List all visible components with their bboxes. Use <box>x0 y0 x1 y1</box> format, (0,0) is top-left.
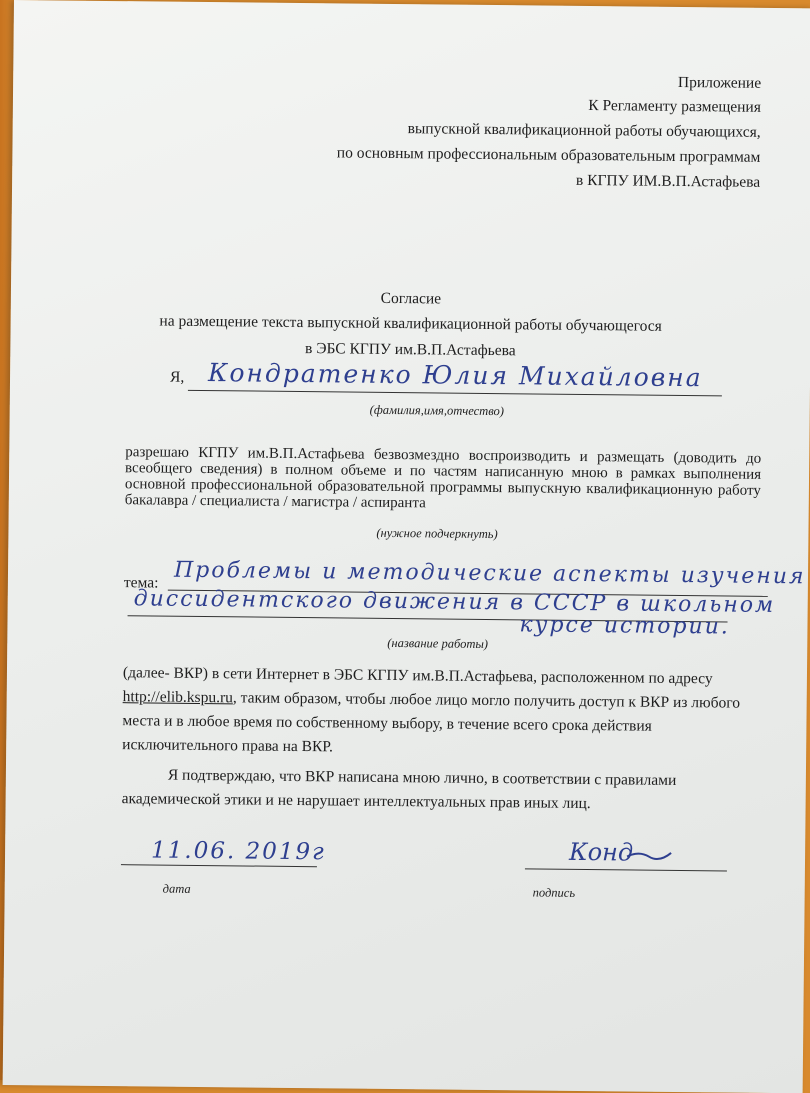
signature-underline <box>525 868 727 871</box>
topic-handwritten-line-3: курсе истории. <box>519 612 730 640</box>
permission-paragraph: разрешаю КГПУ им.В.П.Астафьева безвозмездно воспроизводить и размещать (доводить до всеобщего сведения) в полном объеме и по частям написанную мною в рамках выполнения основной профессиональной образовательной программы выпускную квалификационную работу бакалавра / специалиста / магистра / аспиранта <box>124 444 762 512</box>
appendix-line-5: в КГПУ ИМ.В.П.Астафьева <box>575 171 761 191</box>
document-subtitle: на размещение текста выпускной квалификационной работы обучающегося <box>159 312 662 335</box>
appendix-line-1: Приложение <box>677 73 762 92</box>
placement-paragraph <box>122 661 759 764</box>
appendix-line-2: К Регламенту размещения <box>588 97 762 116</box>
signature-handwritten: Конд <box>568 837 634 867</box>
topic-prefix: тема: <box>123 574 159 592</box>
document-title: Согласие <box>380 289 442 308</box>
name-handwritten: Кондратенко Юлия Михайловна <box>207 358 703 393</box>
date-handwritten: 11.06. 2019г <box>150 837 326 866</box>
placement-text-2: , таким образом, чтобы любое лицо могло получить доступ к ВКР из любого места и в любое время по собственному выбору, в течение всего срока действия исключительного права на ВКР. <box>122 689 741 756</box>
document-sheet <box>3 0 810 1093</box>
permission-caption: (нужное подчеркнуть) <box>376 525 498 542</box>
topic-handwritten-line-1: Проблемы и методические аспекты изучения <box>173 557 806 590</box>
signature-caption: подпись <box>532 885 576 900</box>
document-subtitle-2: в ЭБС КГПУ им.В.П.Астафьева <box>304 340 516 360</box>
topic-caption: (название работы) <box>387 635 489 651</box>
topic-handwritten-line-2: диссидентского движения в СССР в школьном <box>133 586 776 619</box>
placement-text-1: (далее- ВКР) в сети Интернет в ЭБС КГПУ им.В.П.Астафьева, расположенном по адресу <box>122 664 713 688</box>
elib-link[interactable]: http://elib.kspu.ru <box>122 688 234 707</box>
appendix-line-4: по основным профессиональным образовательным программам <box>336 144 761 166</box>
name-caption: (фамилия,имя,отчество) <box>369 402 504 419</box>
name-prefix: Я, <box>169 368 185 386</box>
date-caption: дата <box>162 881 191 896</box>
confirmation-paragraph: Я подтверждаю, что ВКР написана мною лично, в соответствии с правилами академической этики и не нарушает интеллектуальных прав иных лиц. <box>121 766 677 813</box>
signature-tail-icon <box>625 846 673 865</box>
appendix-line-3: выпускной квалификационной работы обучающихся, <box>407 120 761 141</box>
